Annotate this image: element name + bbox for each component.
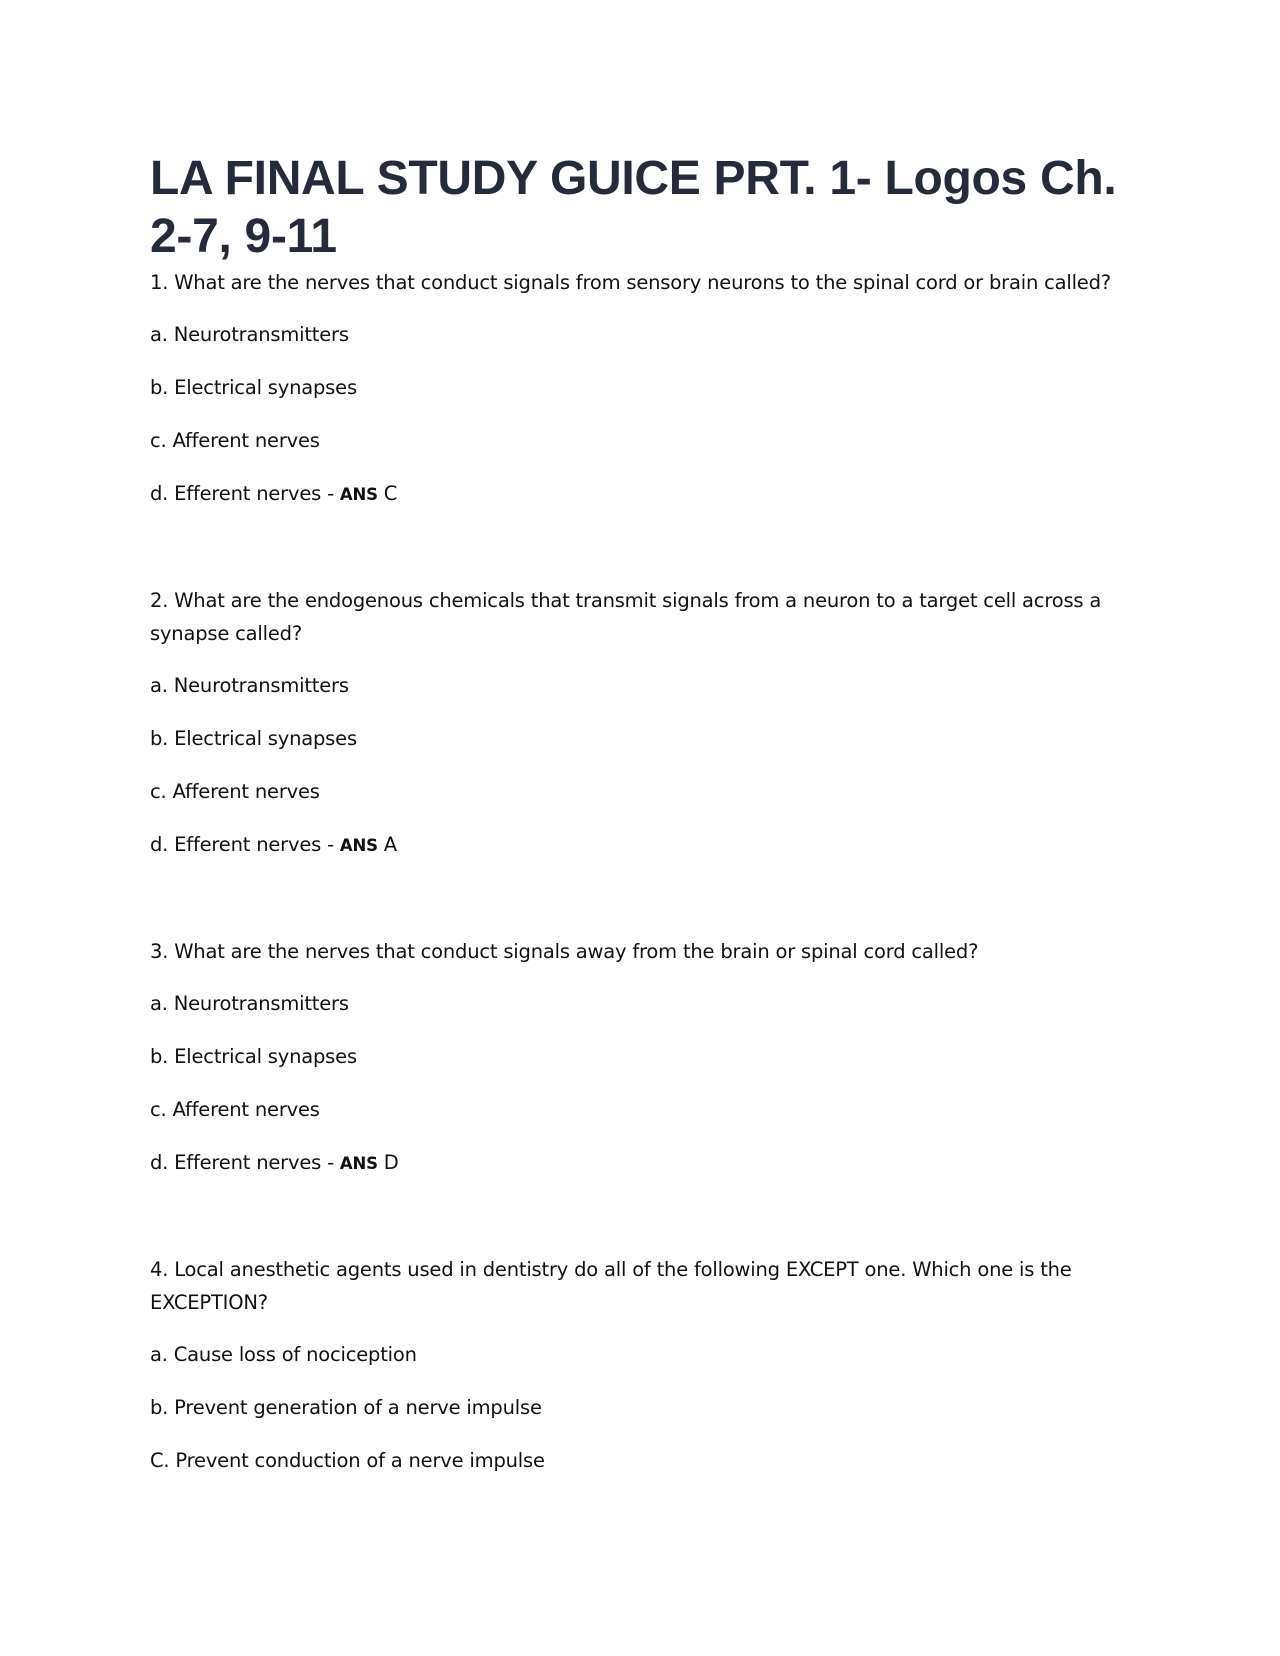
option-c: c. Afferent nerves [150, 429, 320, 452]
question-2 [150, 584, 1130, 862]
option-d [150, 828, 1130, 862]
option-c: C. Prevent conduction of a nerve impulse [150, 1449, 545, 1472]
option-b: b. Electrical synapses [150, 727, 357, 750]
option-c: c. Afferent nerves [150, 1098, 320, 1121]
option-c: c. Afferent nerves [150, 780, 320, 803]
option-a: a. Neurotransmitters [150, 323, 349, 346]
question-1 [150, 266, 1130, 511]
option-a: a. Neurotransmitters [150, 674, 349, 697]
option-d-text: d. Efferent nerves - [150, 482, 334, 505]
option-a: a. Neurotransmitters [150, 992, 349, 1015]
option-d-text: d. Efferent nerves - [150, 833, 334, 856]
spacer [150, 531, 1130, 584]
spacer [150, 882, 1130, 935]
ans-label: ANS [339, 836, 378, 855]
question-text: 2. What are the endogenous chemicals that transmit signals from a neuron to a target cell across a synapse called? [150, 589, 1102, 645]
answer-value: A [383, 833, 397, 856]
option-d [150, 477, 1130, 511]
ans-label: ANS [339, 485, 378, 504]
option-b: b. Prevent generation of a nerve impulse [150, 1396, 542, 1419]
option-d [150, 1146, 1130, 1180]
document-page [150, 150, 1130, 1497]
ans-label: ANS [339, 1154, 378, 1173]
spacer [150, 1200, 1130, 1253]
option-d-text: d. Efferent nerves - [150, 1151, 334, 1174]
option-b: b. Electrical synapses [150, 1045, 357, 1068]
question-4 [150, 1253, 1130, 1477]
question-text: 3. What are the nerves that conduct signals away from the brain or spinal cord called? [150, 940, 979, 963]
option-b: b. Electrical synapses [150, 376, 357, 399]
option-a: a. Cause loss of nociception [150, 1343, 417, 1366]
answer-value: C [383, 482, 398, 505]
answer-value: D [383, 1151, 399, 1174]
question-text: 1. What are the nerves that conduct signals from sensory neurons to the spinal cord or brain called? [150, 271, 1111, 294]
question-3 [150, 935, 1130, 1180]
question-text: 4. Local anesthetic agents used in dentistry do all of the following EXCEPT one. Which one is the EXCEPTION? [150, 1258, 1072, 1314]
document-title: LA FINAL STUDY GUICE PRT. 1- Logos Ch. 2-7, 9-11 [150, 152, 1117, 263]
